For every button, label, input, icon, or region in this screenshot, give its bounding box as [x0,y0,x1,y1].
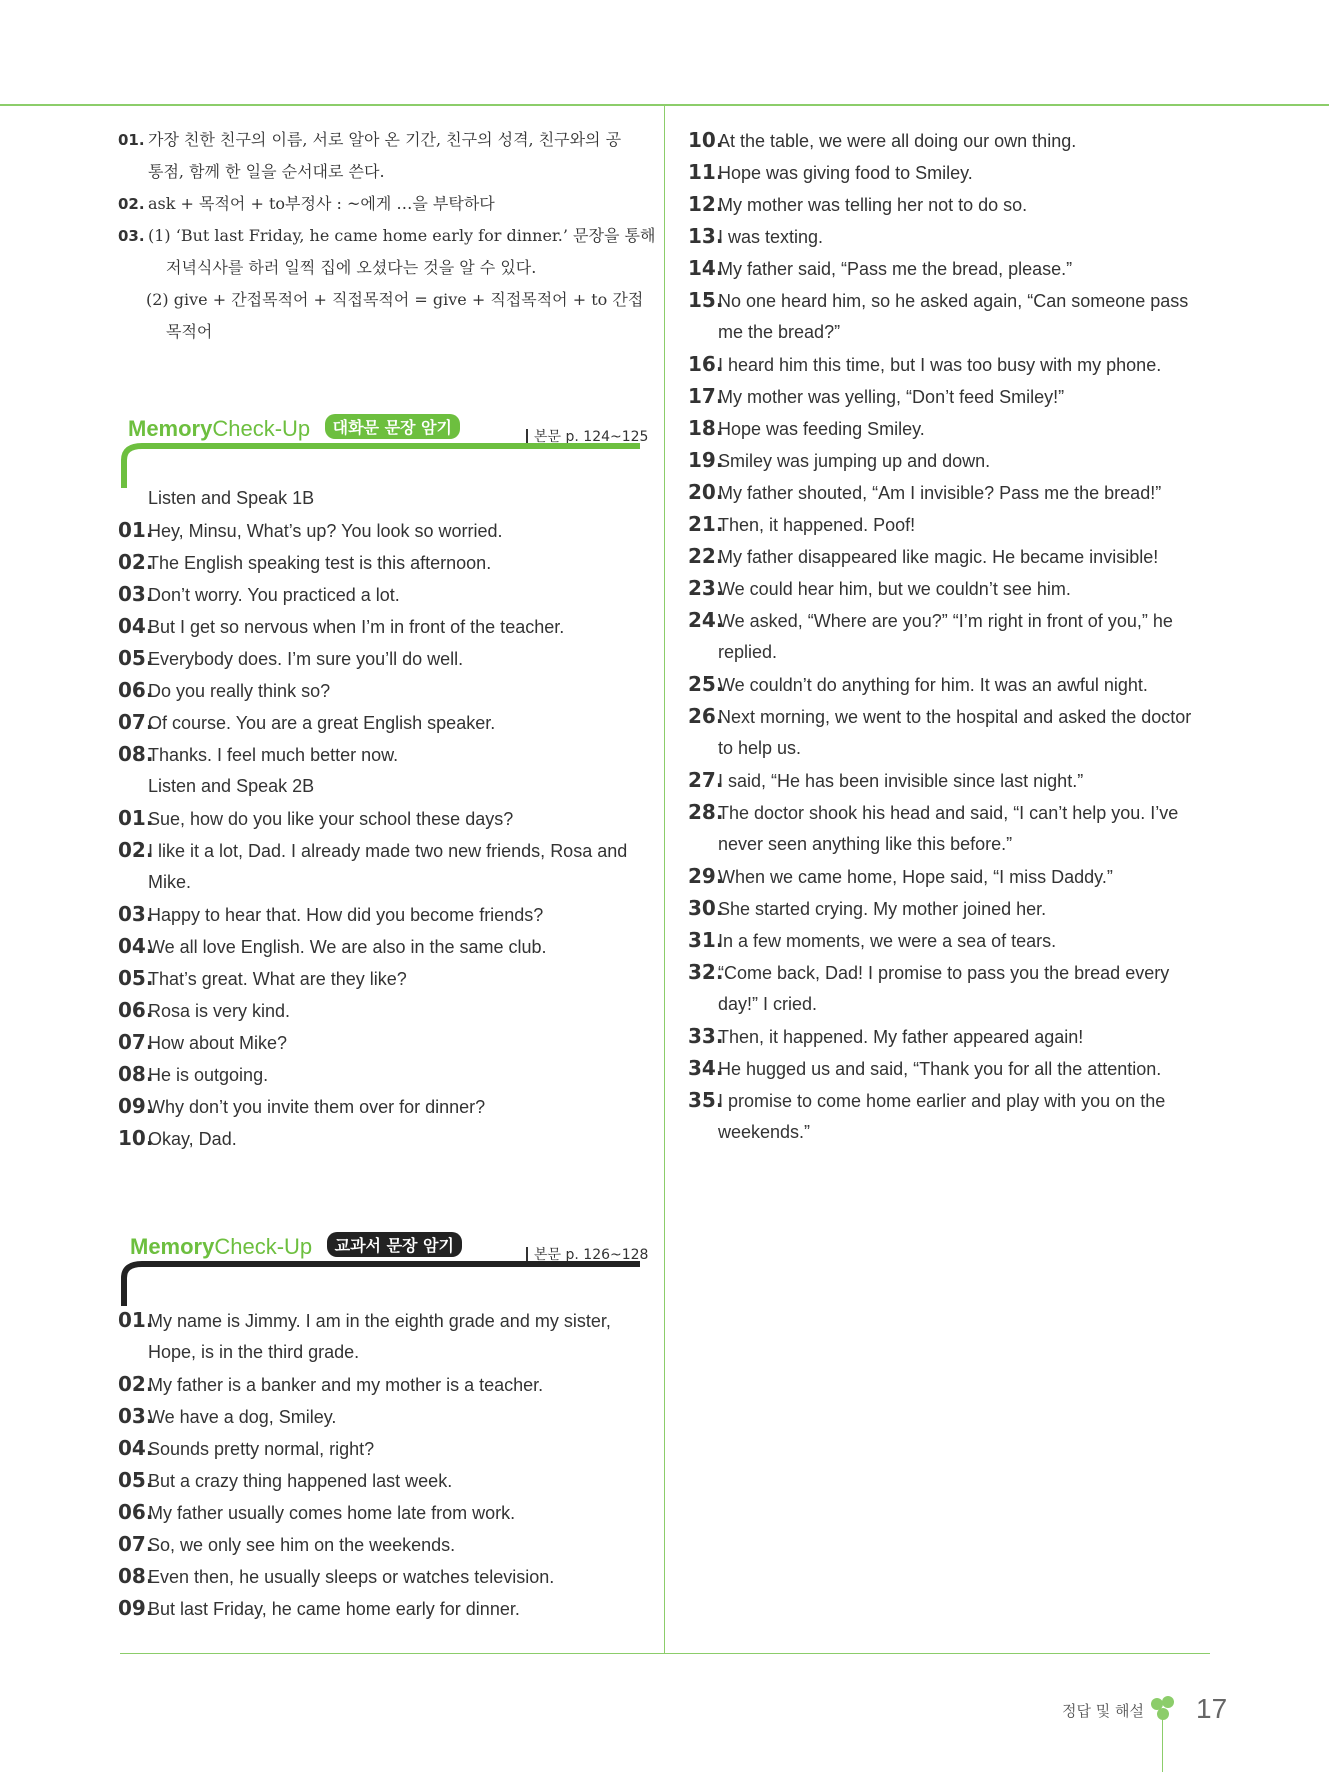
sentence-line [118,1304,648,1336]
sentence-line [688,348,1213,380]
sentence-text: But I get so nervous when I’m in front of the teacher. [148,617,565,637]
sentence-line [118,1528,648,1560]
sentence-text: Why don’t you invite them over for dinner? [148,1097,486,1117]
item-number: 31. [688,928,724,952]
sentence-line [118,1560,648,1592]
item-number: 06. [118,1500,154,1524]
sentence-text: Hope was feeding Smiley. [718,419,925,439]
item-number: 34. [688,1056,724,1080]
sentence-line [118,578,648,610]
sentence-line [118,738,648,770]
item-number: 16. [688,352,724,376]
sentence-text: How about Mike? [148,1033,288,1053]
sentence-text: weekends.” [718,1122,811,1142]
note-line [118,124,648,156]
item-number: 26. [688,704,724,728]
sentence-text: My father is a banker and my mother is a teacher. [148,1375,544,1395]
sentence-line [688,124,1213,156]
sentence-text: Of course. You are a great English speaker. [148,713,496,733]
item-number: 01. [118,518,154,542]
sentence-text: My father shouted, “Am I invisible? Pass me the bread!” [718,483,1162,503]
sentence-line [688,764,1213,796]
sentence-line [118,1058,648,1090]
group-title: Listen and Speak 2B [148,776,315,796]
sentence-line [688,412,1213,444]
sentence-line [118,866,648,898]
page-number: 17 [1196,1693,1228,1724]
sentence-line [688,1020,1213,1052]
sentence-text: Sue, how do you like your school these days? [148,809,514,829]
item-number: 05. [118,646,154,670]
note-text: (2) give + 간접목적어 + 직접목적어 = give + 직접목적어 + to 간접 [146,290,644,309]
bottom-rule [120,1653,1210,1654]
sentence-text: But a crazy thing happened last week. [148,1471,453,1491]
sentence-text: Happy to hear that. How did you become friends? [148,905,544,925]
sentence-text: Next morning, we went to the hospital and asked the doctor [718,707,1192,727]
item-number: 03. [118,1404,154,1428]
note-text: ask + 목적어 + to부정사 : ~에게 …을 부탁하다 [148,194,495,213]
sentence-line [688,508,1213,540]
item-number: 10. [688,128,724,152]
sentence-line [688,1084,1213,1116]
checkup-label: Check-Up [212,416,311,441]
sentence-text: Then, it happened. My father appeared again! [718,1027,1084,1047]
section-badge: 대화문 문장 암기 [325,414,460,439]
note-text: 통점, 함께 한 일을 순서대로 쓴다. [148,162,385,181]
sentence-line [688,700,1213,732]
item-number: 25. [688,672,724,696]
sentence-text: At the table, we were all doing our own thing. [718,131,1077,151]
sentence-line [118,1432,648,1464]
sentence-line [118,994,648,1026]
sentence-text: My father said, “Pass me the bread, please.” [718,259,1073,279]
item-number: 04. [118,1436,154,1460]
item-number: 28. [688,800,724,824]
sentence-line [688,380,1213,412]
sentence-line [118,898,648,930]
sentence-line [118,1368,648,1400]
sentence-text: My father disappeared like magic. He became invisible! [718,547,1159,567]
sentence-text: Thanks. I feel much better now. [148,745,399,765]
memory-label: Memory [130,1234,215,1259]
item-number: 05. [118,966,154,990]
sentence-text: No one heard him, so he asked again, “Can someone pass [718,291,1189,311]
item-number: 03. [118,902,154,926]
sentence-line [118,514,648,546]
sentence-line [688,956,1213,988]
sentence-text: Even then, he usually sleeps or watches television. [148,1567,555,1587]
item-number: 05. [118,1468,154,1492]
sentence-line [688,604,1213,636]
item-number: 35. [688,1088,724,1112]
item-number: 07. [118,710,154,734]
item-number: 08. [118,1564,154,1588]
sentence-line [118,546,648,578]
note-line [118,252,648,284]
sentence-line [118,1400,648,1432]
sentence-line [688,988,1213,1020]
note-number: 02. [118,195,145,213]
sentence-line [688,1116,1213,1148]
item-number: 08. [118,742,154,766]
sentence-line [688,156,1213,188]
sentence-text: Don’t worry. You practiced a lot. [148,585,400,605]
note-number: 01. [118,131,145,149]
sentence-text: So, we only see him on the weekends. [148,1535,456,1555]
item-number: 06. [118,678,154,702]
dialogue-sentences [118,482,648,1154]
item-number: 06. [118,998,154,1022]
answer-notes [118,124,656,348]
note-line [118,220,656,252]
sentence-text: But last Friday, he came home early for dinner. [148,1599,520,1619]
sentence-line [688,220,1213,252]
footer-stem-line [1162,1712,1163,1772]
item-number: 30. [688,896,724,920]
section-hook-line [118,1258,648,1308]
sentence-line [118,1592,648,1624]
memory-label: Memory [128,416,213,441]
sentence-line [688,252,1213,284]
item-number: 33. [688,1024,724,1048]
sentence-text: Do you really think so? [148,681,331,701]
item-number: 09. [118,1596,154,1620]
sentence-line [118,1336,648,1368]
note-line [118,188,648,220]
sentence-line [688,476,1213,508]
page-reference-text: 본문 p. 124~125 [534,429,649,445]
sentence-text: I like it a lot, Dad. I already made two new friends, Rosa and [148,841,628,861]
group-title: Listen and Speak 1B [148,488,315,508]
sentence-line [688,316,1213,348]
item-number: 22. [688,544,724,568]
sentence-text: The doctor shook his head and said, “I can’t help you. I’ve [718,803,1179,823]
sentence-line [118,1122,648,1154]
item-number: 27. [688,768,724,792]
item-number: 08. [118,1062,154,1086]
sentence-text: I heard him this time, but I was too busy with my phone. [718,355,1162,375]
note-line [118,156,648,188]
sentence-line [688,732,1213,764]
sentence-text: Sounds pretty normal, right? [148,1439,375,1459]
item-number: 02. [118,838,154,862]
sentence-line [118,802,648,834]
item-number: 10. [118,1126,154,1150]
column-divider [664,106,665,1654]
note-line [118,316,648,348]
footer-label: 정답 및 해설 [1062,1702,1144,1720]
item-number: 29. [688,864,724,888]
item-number: 13. [688,224,724,248]
sentence-line [688,444,1213,476]
sentence-line [688,860,1213,892]
sentence-line [688,572,1213,604]
sentence-text: The English speaking test is this afternoon. [148,553,492,573]
sentence-text: Hope was giving food to Smiley. [718,163,973,183]
sentence-text: We couldn’t do anything for him. It was an awful night. [718,675,1148,695]
item-number: 17. [688,384,724,408]
item-number: 21. [688,512,724,536]
sentence-text: Hey, Minsu, What’s up? You look so worried. [148,521,503,541]
sentence-text: I was texting. [718,227,824,247]
page-reference-text: 본문 p. 126~128 [534,1247,649,1263]
sentence-text: We have a dog, Smiley. [148,1407,337,1427]
note-line [118,284,648,316]
sentence-line [118,1496,648,1528]
item-number: 18. [688,416,724,440]
sentence-text: We asked, “Where are you?” “I’m right in front of you,” he [718,611,1173,631]
sentence-text: In a few moments, we were a sea of tears. [718,931,1057,951]
sentence-line [688,892,1213,924]
item-number: 03. [118,582,154,606]
item-number: 04. [118,614,154,638]
sentence-text: Then, it happened. Poof! [718,515,916,535]
item-number: 09. [118,1094,154,1118]
checkup-label: Check-Up [214,1234,313,1259]
sentence-text: My father usually comes home late from work. [148,1503,516,1523]
note-text: (1) ‘But last Friday, he came home early for dinner.’ 문장을 통해 [148,226,656,245]
sentence-text: to help us. [718,738,802,758]
sentence-line [118,962,648,994]
sentence-line [118,642,648,674]
item-number: 20. [688,480,724,504]
item-number: 01. [118,1308,154,1332]
sentence-line [118,1026,648,1058]
sentence-line [118,1090,648,1122]
item-number: 24. [688,608,724,632]
sentence-text: day!” I cried. [718,994,818,1014]
sentence-text: never seen anything like this before.” [718,834,1013,854]
sentence-line [688,796,1213,828]
sentence-text: replied. [718,642,778,662]
sentence-text: me the bread?” [718,322,841,342]
sentence-text: Smiley was jumping up and down. [718,451,991,471]
sentence-text: We all love English. We are also in the same club. [148,937,547,957]
sentence-text: He hugged us and said, “Thank you for all the attention. [718,1059,1162,1079]
item-number: 12. [688,192,724,216]
sentence-text: We could hear him, but we couldn’t see him. [718,579,1071,599]
textbook-sentences [118,1304,648,1624]
note-text: 저녁식사를 하러 일찍 집에 오셨다는 것을 알 수 있다. [166,258,537,277]
sentence-line [118,674,648,706]
sentence-text: She started crying. My mother joined her. [718,899,1047,919]
sentence-text: Hope, is in the third grade. [148,1342,360,1362]
item-number: 02. [118,550,154,574]
sentence-text: My name is Jimmy. I am in the eighth grade and my sister, [148,1311,611,1331]
sentence-text: My mother was telling her not to do so. [718,195,1028,215]
textbook-sentences-continued [688,124,1213,1148]
sentence-line [118,610,648,642]
sentence-line [118,930,648,962]
sentence-line [118,834,648,866]
sentence-text: I said, “He has been invisible since last night.” [718,771,1084,791]
item-number: 11. [688,160,724,184]
sentence-text: I promise to come home earlier and play with you on the [718,1091,1166,1111]
item-number: 14. [688,256,724,280]
sentence-line [688,636,1213,668]
item-number: 04. [118,934,154,958]
sentence-text: He is outgoing. [148,1065,269,1085]
sentence-text: Rosa is very kind. [148,1001,291,1021]
item-number: 23. [688,576,724,600]
note-number: 03. [118,227,145,245]
item-number: 07. [118,1532,154,1556]
sentence-text: That’s great. What are they like? [148,969,407,989]
sentence-line [688,668,1213,700]
sentence-line [688,188,1213,220]
item-number: 32. [688,960,724,984]
sentence-line [688,924,1213,956]
sentence-text: Okay, Dad. [148,1129,237,1149]
sentence-line [688,540,1213,572]
item-number: 01. [118,806,154,830]
sentence-line [688,1052,1213,1084]
sentence-text: Mike. [148,872,192,892]
note-text: 가장 친한 친구의 이름, 서로 알아 온 기간, 친구의 성격, 친구와의 공 [148,130,622,149]
sentence-line [688,284,1213,316]
item-number: 07. [118,1030,154,1054]
sentence-text: “Come back, Dad! I promise to pass you the bread every [718,963,1170,983]
section-badge: 교과서 문장 암기 [327,1232,462,1257]
sentence-line [688,828,1213,860]
item-number: 02. [118,1372,154,1396]
note-text: 목적어 [166,322,213,341]
sentence-text: Everybody does. I’m sure you’ll do well. [148,649,464,669]
sentence-line [118,1464,648,1496]
sentence-line [118,706,648,738]
sentence-text: When we came home, Hope said, “I miss Daddy.” [718,867,1113,887]
item-number: 15. [688,288,724,312]
item-number: 19. [688,448,724,472]
sentence-text: My mother was yelling, “Don’t feed Smiley!” [718,387,1065,407]
leaf-icon [1148,1694,1178,1724]
